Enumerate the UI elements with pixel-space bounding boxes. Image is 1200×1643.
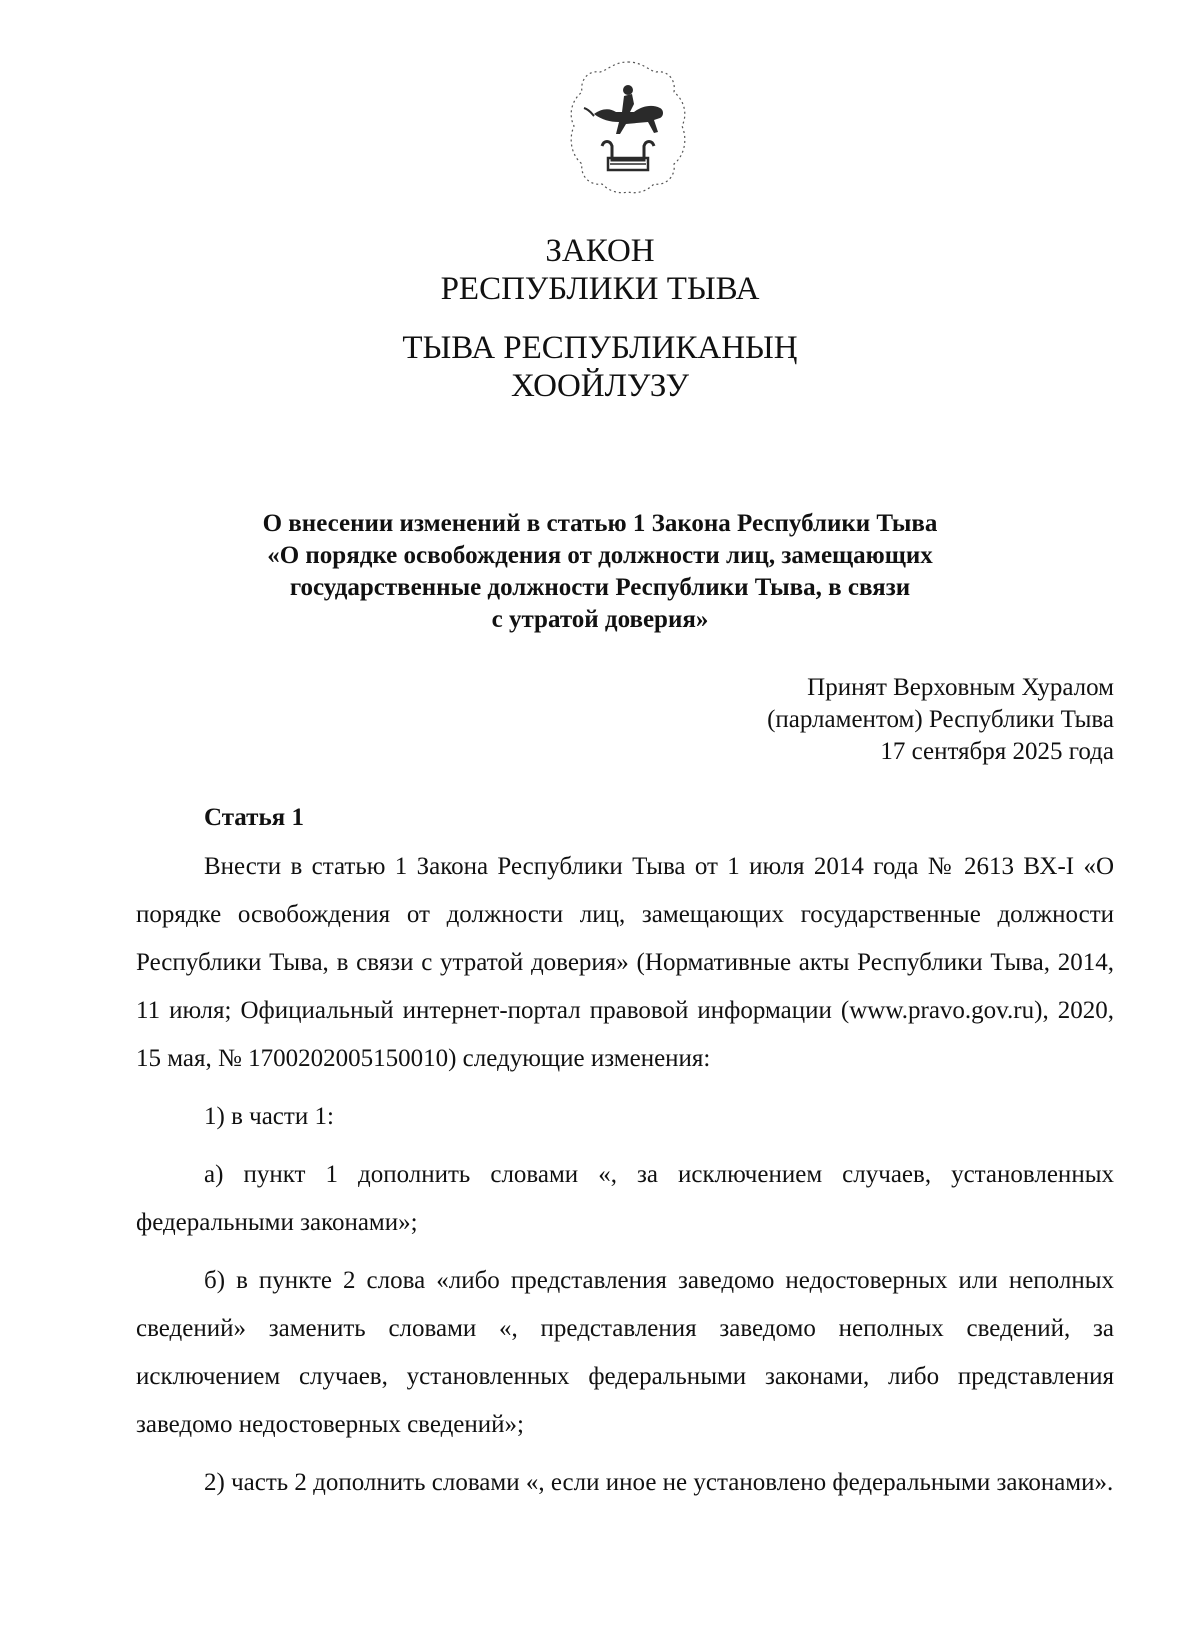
subject-line: государственные должности Республики Тыва, в связи bbox=[289, 574, 911, 601]
adoption-date: 17 сентября 2025 года bbox=[880, 738, 1114, 765]
article-paragraph: б) в пункте 2 слова «либо представления заведомо недостоверных или неполных сведений» заменить словами «, представления заведомо неполных сведений, за исключением случаев, установленных федеральными законами, либо представления заведомо недостоверных сведений»; bbox=[136, 1267, 1114, 1438]
article-heading: Статья 1 bbox=[204, 804, 304, 831]
subject-line: «О порядке освобождения от должности лиц, замещающих bbox=[267, 542, 933, 569]
coat-of-arms-emblem bbox=[564, 58, 692, 196]
article-paragraph: Внести в статью 1 Закона Республики Тыва от 1 июля 2014 года № 2613 ВХ-I «О порядке освобождения от должности лиц, замещающих государственные должности Республики Тыва, в связи с утратой доверия» (Нормативные акты Республики Тыва, 2014, 11 июля; Официальный интернет-портал правовой информации (www.pravo.gov.ru), 2020, 15 мая, № 1700202005150010) следующие изменения: bbox=[136, 853, 1114, 1072]
law-title-line: ЗАКОН bbox=[545, 233, 655, 269]
adoption-line: (парламентом) Республики Тыва bbox=[767, 706, 1114, 733]
adoption-note bbox=[767, 672, 1114, 768]
article-paragraph: а) пункт 1 дополнить словами «, за исключением случаев, установленных федеральными законами»; bbox=[136, 1161, 1114, 1236]
subject-line: с утратой доверия» bbox=[491, 606, 709, 633]
article-paragraph: 2) часть 2 дополнить словами «, если иное не установлено федеральными законами». bbox=[204, 1469, 1114, 1496]
law-title-tuvan-line: ТЫВА РЕСПУБЛИКАНЫҢ bbox=[402, 330, 798, 366]
article-paragraph: 1) в части 1: bbox=[204, 1103, 334, 1130]
law-title-tuvan-line: ХООЙЛУЗУ bbox=[510, 368, 690, 404]
law-title-line: РЕСПУБЛИКИ ТЫВА bbox=[440, 271, 760, 307]
adoption-line: Принят Верховным Хуралом bbox=[807, 674, 1114, 701]
law-subject-title bbox=[200, 508, 1000, 636]
article-body bbox=[136, 843, 1114, 1507]
subject-line: О внесении изменений в статью 1 Закона Республики Тыва bbox=[262, 510, 938, 537]
